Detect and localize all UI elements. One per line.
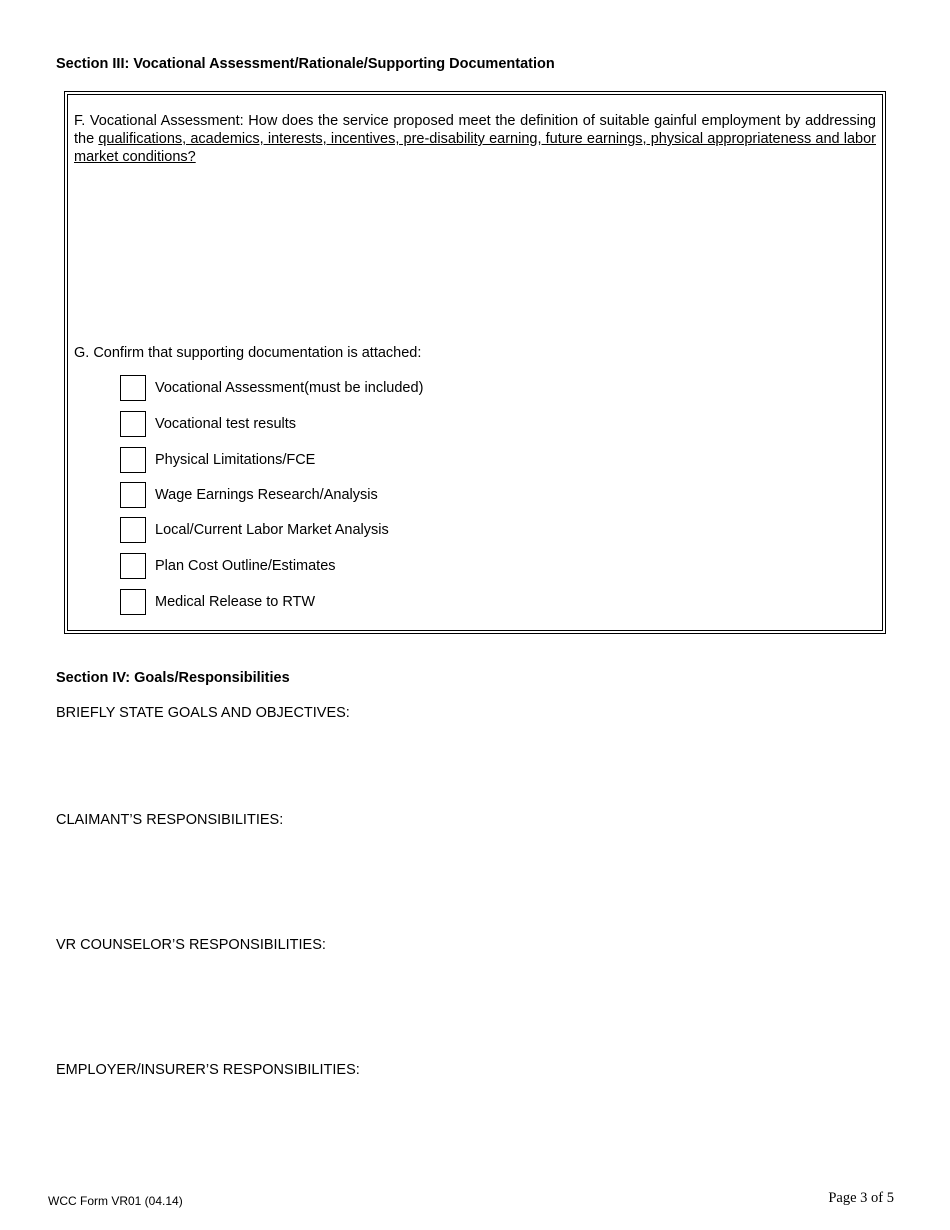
section-3-frame-inner — [67, 94, 883, 631]
question-f-text: F. Vocational Assessment: How does the service proposed meet the definition of suitable gainful employment by addressing the — [74, 113, 876, 147]
claimant-responsibilities-label: CLAIMANT’S RESPONSIBILITIES: — [56, 812, 284, 828]
checkbox-label: Medical Release to RTW — [155, 594, 316, 610]
checkbox[interactable] — [120, 447, 146, 473]
section-4-title: Section IV: Goals/Responsibilities — [56, 670, 290, 686]
checklist-item[interactable] — [120, 552, 336, 580]
checkbox-label: Vocational test results — [155, 416, 297, 432]
checklist-item[interactable] — [120, 516, 389, 544]
checklist-item[interactable] — [120, 446, 315, 474]
checkbox[interactable] — [120, 589, 146, 615]
form-identifier: WCC Form VR01 (04.14) — [48, 1194, 183, 1208]
checkbox-label: Local/Current Labor Market Analysis — [155, 522, 389, 538]
counselor-responsibilities-label: VR COUNSELOR’S RESPONSIBILITIES: — [56, 937, 326, 953]
employer-insurer-responsibilities-label: EMPLOYER/INSURER’S RESPONSIBILITIES: — [56, 1062, 360, 1078]
checkbox-label: Vocational Assessment(must be included) — [155, 380, 424, 396]
vocational-assessment-question — [74, 112, 876, 166]
checkbox[interactable] — [120, 375, 146, 401]
checkbox[interactable] — [120, 517, 146, 543]
checkbox[interactable] — [120, 482, 146, 508]
checklist-item[interactable] — [120, 588, 315, 616]
goals-objectives-label: BRIEFLY STATE GOALS AND OBJECTIVES: — [56, 705, 350, 721]
checkbox[interactable] — [120, 411, 146, 437]
checkbox-label: Physical Limitations/FCE — [155, 452, 316, 468]
checkbox[interactable] — [120, 553, 146, 579]
section-3-title: Section III: Vocational Assessment/Rationale/Supporting Documentation — [56, 56, 555, 72]
checklist-item[interactable] — [120, 410, 296, 438]
checklist-item[interactable] — [120, 374, 423, 402]
documentation-confirm-label: G. Confirm that supporting documentation is attached: — [74, 345, 422, 361]
page-number: Page 3 of 5 — [828, 1190, 894, 1206]
checkbox-label: Plan Cost Outline/Estimates — [155, 558, 336, 574]
checklist-item[interactable] — [120, 481, 378, 509]
checkbox-label: Wage Earnings Research/Analysis — [155, 487, 378, 503]
question-f-underlined-text: qualifications, academics, interests, incentives, pre-disability earning, future earnings, physical appropriateness and labor market conditions? — [74, 131, 876, 165]
